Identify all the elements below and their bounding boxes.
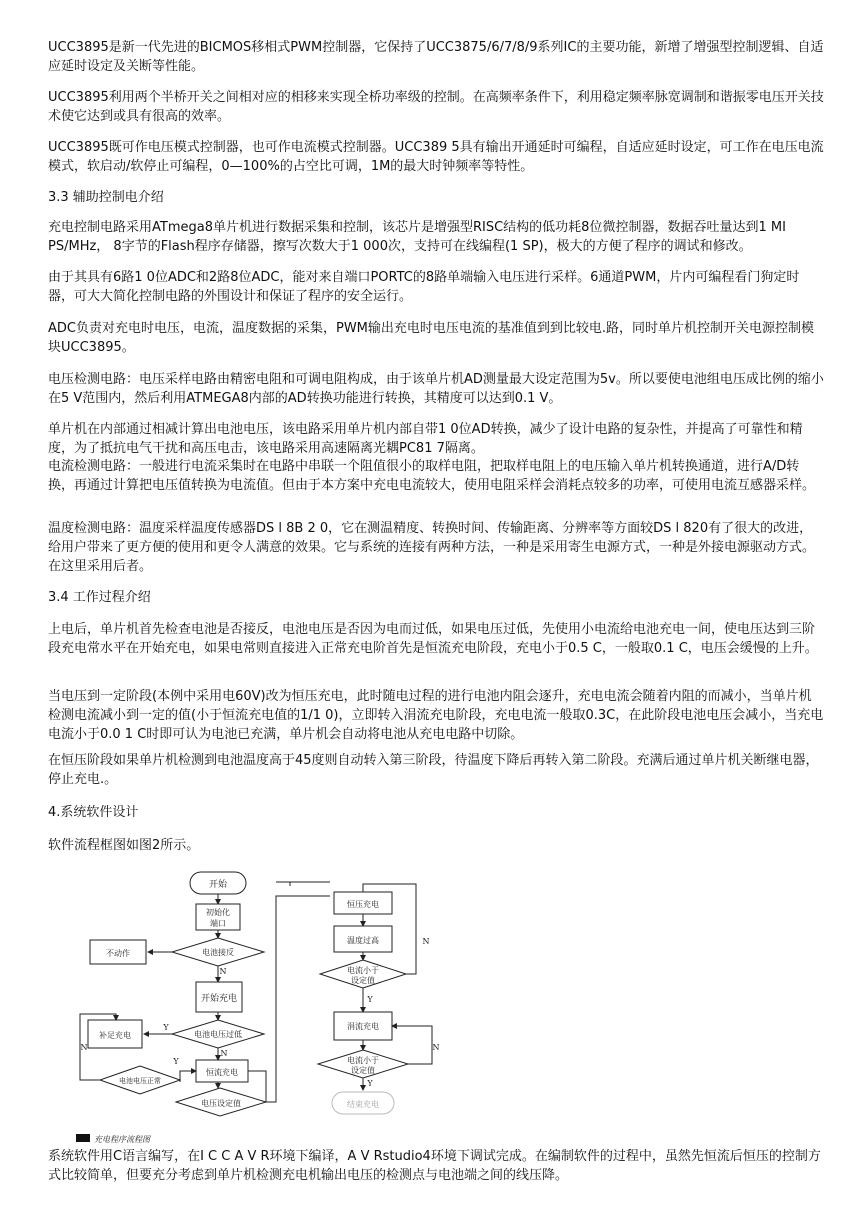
flow-node-label: 恒压充电 — [347, 900, 379, 909]
yes-label: Y — [163, 1023, 169, 1032]
paragraph: 由于其具有6路1 0位ADC和2路8位ADC，能对来自端口PORTC的8路单端输入电压进行采样。6通道PWM，片内可编程看门狗定时器，可大大简化控制电路的外围设计和保证了程序的安全运行。 — [48, 270, 800, 304]
flow-node-label: 电压设定值 — [201, 1099, 241, 1108]
no-label: N — [80, 1043, 88, 1052]
paragraph: 上电后，单片机首先检查电池是否接反，电池电压是否因为电而过低，如果电压过低，先使用小电流给电池充电一间，使电压达到三阶段充电常水平在开始充电，如果电常则直接进入正常充电阶首先是恒流充电阶段，充电小于0.5 C，一般取0.1 C，电压会缓慢的上升。 — [48, 622, 818, 656]
yes-label: Y — [173, 1057, 179, 1066]
section-heading: 3.4 工作过程介绍 — [48, 590, 151, 605]
flow-node-label: 结束充电 — [347, 1100, 379, 1109]
flow-node-label: 电流小于 — [347, 966, 379, 975]
paragraph: 软件流程框图如图2所示。 — [48, 838, 200, 853]
flow-node-label: 温度过高 — [347, 936, 379, 945]
paragraph: UCC3895既可作电压模式控制器，也可作电流模式控制器。UCC389 5具有输出开通延时可编程，自适应延时设定，可工作在电压电流模式，软启动/软停止可编程，0—100%的占空比可调，1M的最大时钟频率等特性。 — [48, 140, 824, 174]
yes-label: Y — [367, 995, 373, 1004]
paragraph: 电流检测电路：一般进行电流采集时在电路中串联一个阻值很小的取样电阻，把取样电阻上的电压输入单片机转换通道，进行A/D转换，再通过计算把电压值转换为电流值。但由于本方案中充电电流较大，使用电阻采样会消耗点较多的功率，可使用电流互感器采样。 — [48, 459, 816, 493]
section-heading: 4.系统软件设计 — [48, 805, 139, 820]
flow-node-label: 电池电压过低 — [194, 1030, 242, 1039]
paragraph: UCC3895利用两个半桥开关之间相对应的相移来实现全桥功率级的控制。在高频率条件下，利用稳定频率脉宽调制和谐振零电压开关技术使它达到或具有很高的效率。 — [48, 90, 824, 124]
paragraph: 电压检测电路：电压采样电路由精密电阻和可调电阻构成，由于该单片机AD测量最大设定范围为5v。所以要使电池组电压成比例的缩小在5 V范围内，然后利用ATMEGA8内部的AD转换功能进行转换，其精度可以达到0.1 V。 — [48, 372, 824, 406]
caption-marker — [76, 1134, 90, 1142]
paragraph: 温度检测电路：温度采样温度传感器DS l 8B 2 0，它在测温精度、转换时间、传输距离、分辨率等方面较DS l 820有了很大的改进，给用户带来了更方便的使用和更令人满意的效果。它与系统的连接有两种方法，一种是采用寄生电源方式，一种是外接电源驱动方式。在这里采用后者。 — [48, 521, 816, 574]
flow-node-label: 电池接反 — [202, 948, 234, 957]
paragraph: 在恒压阶段如果单片机检测到电池温度高于45度则自动转入第三阶段，待温度下降后再转入第二阶段。充满后通过单片机关断继电器，停止充电.。 — [48, 753, 819, 787]
flow-node-label: 端口 — [210, 919, 226, 928]
paragraph: 当电压到一定阶段(本例中采用电60V)改为恒压充电，此时随电过程的进行电池内阻会逐升，充电电流会随着内阻的而减小，当单片机检测电流减小到一定的值(小于恒流充电值的1/1 0)，立即转入涓流充电阶段，充电电流一般取0.3C，在此阶段电池电压会减小，当充电电流小于0.0 1 C时即可认为电池已充满，单片机会自动将电池从充电电路中切除。 — [48, 689, 824, 742]
flow-node-label: 开始充电 — [200, 994, 238, 1004]
flow-node-label: 恒流充电 — [206, 1068, 238, 1077]
section-heading: 3.3 辅助控制电介绍 — [48, 190, 164, 205]
flow-node-label: 开始 — [208, 880, 228, 890]
flow-node-label: 涓流充电 — [347, 1022, 379, 1031]
flow-node-label: 电池电压正常 — [119, 1077, 161, 1085]
no-label: N — [432, 1043, 440, 1052]
no-label: N — [220, 1049, 228, 1058]
paragraph: UCC3895是新一代先进的BICMOS移相式PWM控制器，它保持了UCC3875/6/7/8/9系列IC的主要功能，新增了增强型控制逻辑、自适应延时设定及关断等性能。 — [48, 40, 824, 74]
paragraph: ADC负责对充电时电压，电流，温度数据的采集，PWM输出充电时电压电流的基准值到到比较电.路，同时单片机控制开关电源控制模块UCC3895。 — [48, 321, 815, 355]
paragraph: 充电控制电路采用ATmega8单片机进行数据采集和控制，该芯片是增强型RISC结构的低功耗8位微控制器，数据吞吐量达到1 MI PS/MHz， 8字节的Flash程序存储器，擦写次数大于1 000次，支持可在线编程(1 SP)，极大的方便了程序的调试和修改。 — [48, 220, 786, 254]
no-label: N — [422, 937, 430, 946]
no-label: N — [219, 967, 227, 976]
paragraph: 系统软件用C语言编写，在I C C A V R环境下编译，A V Rstudio4环境下调试完成。在编制软件的过程中，虽然先恒流后恒压的控制方式比较简单，但要充分考虑到单片机检测充电机输出电压的检测点与电池端之间的线压降。 — [48, 1149, 821, 1183]
flow-node-label: 电流小于 — [347, 1056, 379, 1065]
flow-node-label: 设定值 — [351, 1066, 375, 1075]
flow-node-label: 补足充电 — [99, 1031, 131, 1040]
figure-caption: 充电程序流程图 — [94, 1135, 150, 1144]
flow-node-label: 设定值 — [351, 976, 375, 985]
flowchart-figure — [60, 864, 460, 1144]
flow-node-label: 不动作 — [106, 949, 130, 958]
paragraph: 单片机在内部通过相减计算出电池电压，该电路采用单片机内部自带1 0位AD转换，减少了设计电路的复杂性，并提高了可靠性和精度，为了抵抗电气干扰和高压电击，该电路采用高速隔离光耦PC81 7隔离。 — [48, 422, 803, 456]
flow-node-label: 初始化 — [206, 908, 230, 917]
yes-label: Y — [367, 1079, 373, 1088]
